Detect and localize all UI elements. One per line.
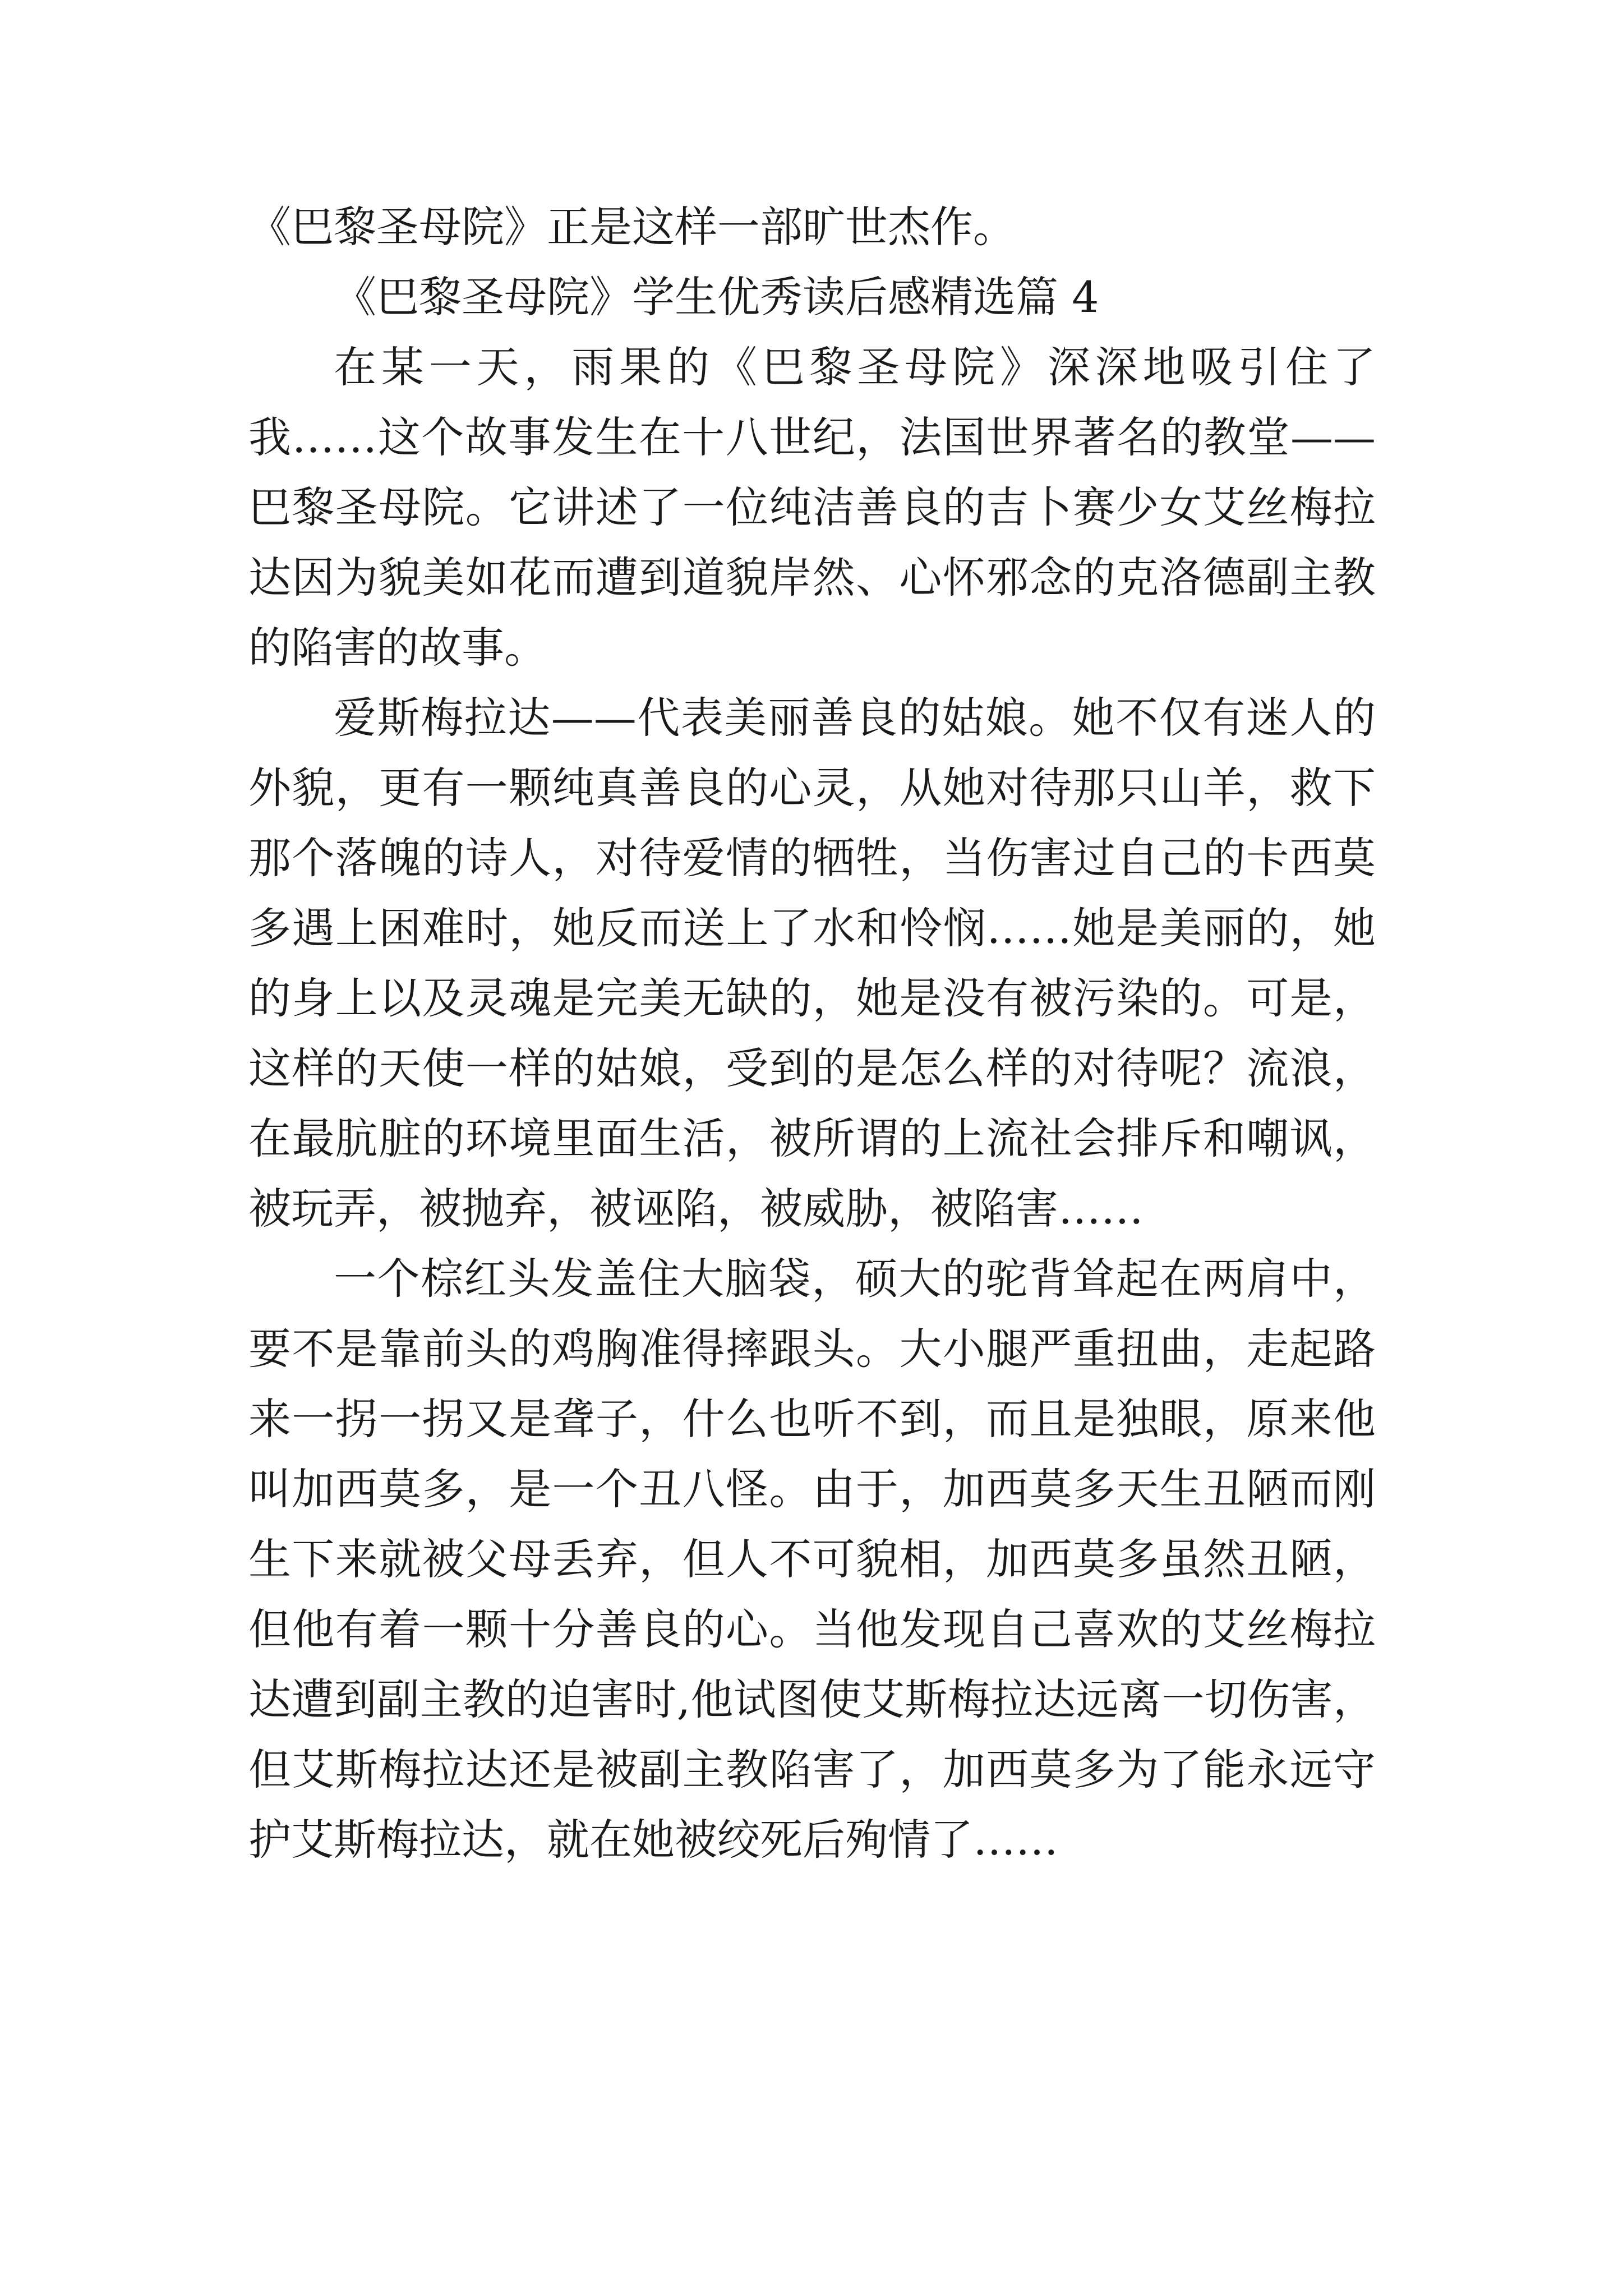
paragraph-3: 一个棕红头发盖住大脑袋，硕大的驼背耸起在两肩中，要不是靠前头的鸡胸准得摔跟头。大小腿严重扭曲，走起路来一拐一拐又是聋子，什么也听不到，而且是独眼，原来他叫加西莫多，是一个丑八怪。由于，加西莫多天生丑陋而刚生下来就被父母丢弃，但人不可貌相，加西莫多虽然丑陋，但他有着一颗十分善良的心。当他发现自己喜欢的艾丝梅拉达遭到副主教的迫害时,他试图使艾斯梅拉达远离一切伤害，但艾斯梅拉达还是被副主教陷害了，加西莫多为了能永远守护艾斯梅拉达，就在她被绞死后殉情了……: [248, 1254, 1376, 1865]
lead-line: 《巴黎圣母院》正是这样一部旷世杰作。: [248, 202, 1016, 252]
section-heading: 《巴黎圣母院》学生优秀读后感精选篇 4: [334, 272, 1099, 322]
paragraph-1: 在某一天，雨果的《巴黎圣母院》深深地吸引住了我……这个故事发生在十八世纪，法国世界著名的教堂——巴黎圣母院。它讲述了一位纯洁善良的吉卜赛少女艾丝梅拉达因为貌美如花而遭到道貌岸然、心怀邪念的克洛德副主教的陷害的故事。: [248, 342, 1376, 673]
paragraph-2: 爱斯梅拉达——代表美丽善良的姑娘。她不仅有迷人的外貌，更有一颗纯真善良的心灵，从她对待那只山羊，救下那个落魄的诗人，对待爱情的牺牲，当伤害过自己的卡西莫多遇上困难时，她反而送上了水和怜悯……她是美丽的，她的身上以及灵魂是完美无缺的，她是没有被污染的。可是，这样的天使一样的姑娘，受到的是怎么样的对待呢？流浪，在最肮脏的环境里面生活，被所谓的上流社会排斥和嘲讽，被玩弄，被抛弃，被诬陷，被威胁，被陷害……: [248, 693, 1376, 1234]
document-body: [248, 192, 1376, 1875]
